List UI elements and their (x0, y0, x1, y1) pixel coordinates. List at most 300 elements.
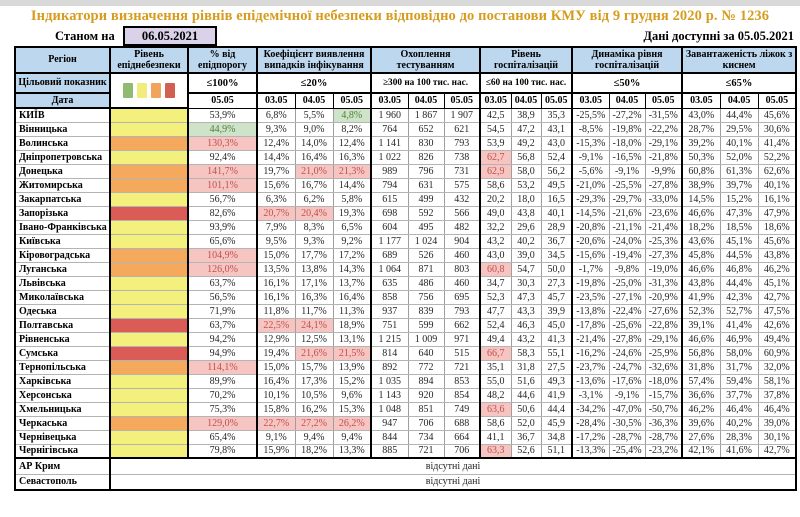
value-cell: 52,0% (720, 150, 758, 164)
value-cell: 19,4% (257, 346, 295, 360)
value-cell: -50,7% (645, 402, 682, 416)
value-cell: 45,9 (541, 416, 572, 430)
region-cell: Чернівецька (15, 430, 110, 444)
region-cell: Рівненська (15, 332, 110, 346)
value-cell: 6,5% (333, 220, 371, 234)
value-cell: 52,3 (480, 290, 511, 304)
value-cell: 47,3% (720, 206, 758, 220)
region-cell: Дніпропетровська (15, 150, 110, 164)
value-cell: -25,4% (609, 444, 645, 458)
value-cell: 141,7% (188, 164, 257, 178)
value-cell: 46,6% (682, 332, 720, 346)
value-cell: -47,0% (609, 402, 645, 416)
risk-level-cell (110, 108, 188, 122)
value-cell: 114,1% (188, 360, 257, 374)
value-cell: 94,9% (188, 346, 257, 360)
value-cell: 28,7% (682, 122, 720, 136)
value-cell: -30,5% (609, 416, 645, 430)
value-cell: 39,1% (682, 318, 720, 332)
value-cell: 58,0% (720, 346, 758, 360)
value-cell: 10,5% (295, 388, 333, 402)
value-cell: -19,4% (609, 248, 645, 262)
no-data-cell: відсутні дані (110, 474, 796, 490)
value-cell: 499 (408, 192, 444, 206)
value-cell: -21,0% (572, 178, 609, 192)
region-cell: КИЇВ (15, 108, 110, 122)
region-cell: Сумська (15, 346, 110, 360)
value-cell: 12,4% (333, 136, 371, 150)
region-cell: Запорізька (15, 206, 110, 220)
value-cell: -20,6% (572, 234, 609, 248)
value-cell: -27,8% (645, 178, 682, 192)
value-cell: -29,3% (572, 192, 609, 206)
value-cell: 70,2% (188, 388, 257, 402)
value-cell: 52,2% (758, 150, 796, 164)
page-title: Індикатори визначення рівнів епідемічної небезпеки відповідно до постанови КМУ від 9 грудня 2020 р. № 1236 (30, 8, 770, 24)
value-cell: 13,5% (257, 262, 295, 276)
value-cell: -14,5% (572, 206, 609, 220)
value-cell: 851 (408, 402, 444, 416)
value-cell: 721 (444, 360, 480, 374)
target-hosp: ≤60 на 100 тис. нас. (480, 73, 572, 93)
value-cell: 65,6% (188, 234, 257, 248)
value-cell: 41,9% (682, 290, 720, 304)
value-cell: 34,7 (480, 276, 511, 290)
region-cell: Черкаська (15, 416, 110, 430)
value-cell: 17,3% (295, 374, 333, 388)
risk-level-cell (110, 276, 188, 290)
value-cell: 45,0 (541, 318, 572, 332)
risk-level-cell (110, 192, 188, 206)
value-cell: 706 (408, 416, 444, 430)
value-cell: 104,9% (188, 248, 257, 262)
value-cell: 53,2 (511, 178, 541, 192)
value-cell: 698 (371, 206, 408, 220)
value-cell: 32,0% (758, 360, 796, 374)
value-cell: -25,6% (609, 318, 645, 332)
value-cell: 44,6 (511, 388, 541, 402)
value-cell: 94,2% (188, 332, 257, 346)
value-cell: 11,3% (333, 304, 371, 318)
risk-level-cell (110, 374, 188, 388)
value-cell: 43,8% (758, 248, 796, 262)
value-cell: -25,5% (609, 178, 645, 192)
value-cell: -24,6% (609, 346, 645, 360)
value-cell: 63,7% (188, 318, 257, 332)
value-cell: 495 (408, 220, 444, 234)
value-cell: 47,3 (511, 290, 541, 304)
value-cell: -19,8% (572, 276, 609, 290)
value-cell: 37,8% (758, 388, 796, 402)
table-row (15, 360, 796, 374)
value-cell: -20,9% (645, 290, 682, 304)
value-cell: 75,3% (188, 402, 257, 416)
value-cell: 35,3 (541, 108, 572, 122)
value-cell: 15,2% (333, 374, 371, 388)
value-cell: 904 (444, 234, 480, 248)
value-cell: 830 (408, 136, 444, 150)
risk-level-cell (110, 220, 188, 234)
value-cell: 947 (371, 416, 408, 430)
value-cell: 50,6 (511, 402, 541, 416)
value-cell: 63,6 (480, 402, 511, 416)
value-cell: 17,1% (295, 276, 333, 290)
risk-level-cell (110, 318, 188, 332)
value-cell: -23,5% (572, 290, 609, 304)
value-cell: 1 035 (371, 374, 408, 388)
region-cell: Тернопільська (15, 360, 110, 374)
value-cell: 604 (371, 220, 408, 234)
value-cell: 66,7 (480, 346, 511, 360)
region-cell: Хмельницька (15, 402, 110, 416)
value-cell: 37,7% (720, 388, 758, 402)
value-cell: 51,1 (541, 444, 572, 458)
value-cell: 45,6% (758, 234, 796, 248)
table-row (15, 234, 796, 248)
region-cell: Закарпатська (15, 192, 110, 206)
value-cell: 796 (408, 164, 444, 178)
value-cell: -22,2% (645, 122, 682, 136)
value-cell: 45,7 (541, 290, 572, 304)
date-cell: 03.05 (682, 93, 720, 108)
value-cell: 9,4% (333, 430, 371, 444)
value-cell: -21,6% (609, 206, 645, 220)
table-row (15, 262, 796, 276)
value-cell: 13,3% (333, 444, 371, 458)
value-cell: -15,7% (645, 388, 682, 402)
value-cell: 1 022 (371, 150, 408, 164)
risk-level-cell (110, 332, 188, 346)
group-header-oxygen-beds: Завантаженість ліжок з киснем (682, 47, 796, 73)
value-cell: -28,7% (609, 430, 645, 444)
value-cell: 52,7% (720, 304, 758, 318)
value-cell: -31,5% (645, 108, 682, 122)
table-row (15, 374, 796, 388)
target-testing: ≥300 на 100 тис. нас. (371, 73, 480, 93)
value-cell: 56,7% (188, 192, 257, 206)
table-row (15, 276, 796, 290)
group-header-pct: % від епідпорогу (188, 47, 257, 73)
value-cell: 12,4% (257, 136, 295, 150)
region-cell: Вінницька (15, 122, 110, 136)
value-cell: 18,9% (333, 318, 371, 332)
value-cell: 1 064 (371, 262, 408, 276)
value-cell: 58,3 (511, 346, 541, 360)
value-cell: 46,3 (511, 318, 541, 332)
value-cell: 24,1% (295, 318, 333, 332)
region-cell: Луганська (15, 262, 110, 276)
value-cell: 9,2% (333, 234, 371, 248)
value-cell: 16,7% (295, 178, 333, 192)
value-cell: 62,7 (480, 150, 511, 164)
value-cell: 8,3% (295, 220, 333, 234)
value-cell: 526 (408, 248, 444, 262)
table-row (15, 136, 796, 150)
value-cell: 36,6% (682, 388, 720, 402)
value-cell: 894 (408, 374, 444, 388)
value-cell: 21,3% (333, 164, 371, 178)
value-cell: -17,2% (572, 430, 609, 444)
value-cell: 30,3 (511, 276, 541, 290)
value-cell: 47,2 (511, 122, 541, 136)
region-cell: Донецька (15, 164, 110, 178)
value-cell: 45,1% (720, 234, 758, 248)
date-row-label: Дата (15, 93, 110, 108)
value-cell: 22,5% (257, 318, 295, 332)
value-cell: 28,3% (720, 430, 758, 444)
table-row (15, 178, 796, 192)
value-cell: 56,8 (511, 150, 541, 164)
value-cell: 45,8% (682, 248, 720, 262)
value-cell: 1 867 (408, 108, 444, 122)
value-cell: 16,1% (257, 290, 295, 304)
value-cell: 41,9 (541, 388, 572, 402)
value-cell: 9,3% (295, 234, 333, 248)
value-cell: 839 (408, 304, 444, 318)
value-cell: 56,5% (188, 290, 257, 304)
value-cell: -23,6% (645, 206, 682, 220)
value-cell: 814 (371, 346, 408, 360)
value-cell: -13,6% (572, 374, 609, 388)
risk-level-cell (110, 416, 188, 430)
table-row (15, 388, 796, 402)
value-cell: -15,6% (572, 248, 609, 262)
value-cell: 44,4 (541, 402, 572, 416)
value-cell: 42,1% (682, 444, 720, 458)
value-cell: -15,3% (572, 136, 609, 150)
value-cell: 749 (444, 402, 480, 416)
value-cell: 15,9% (257, 444, 295, 458)
value-cell: -21,4% (645, 220, 682, 234)
value-cell: 35,1 (480, 360, 511, 374)
value-cell: 1 141 (371, 136, 408, 150)
value-cell: -22,8% (645, 318, 682, 332)
value-cell: 20,4% (295, 206, 333, 220)
value-cell: 29,5% (720, 122, 758, 136)
value-cell: 27,6% (682, 430, 720, 444)
date-cell: 05.05 (333, 93, 371, 108)
table-row (15, 402, 796, 416)
value-cell: 43,8% (682, 276, 720, 290)
value-cell: 688 (444, 416, 480, 430)
value-cell: 42,5 (480, 108, 511, 122)
region-cell: Житомирська (15, 178, 110, 192)
value-cell: 47,5% (758, 304, 796, 318)
value-cell: 20,7% (257, 206, 295, 220)
value-cell: -29,7% (609, 192, 645, 206)
value-cell: 989 (371, 164, 408, 178)
value-cell: 16,4% (333, 290, 371, 304)
value-cell: -27,3% (645, 248, 682, 262)
value-cell: 43,6% (682, 234, 720, 248)
value-cell: 52,0 (511, 416, 541, 430)
risk-level-cell (110, 150, 188, 164)
date-cell: 04.05 (295, 93, 333, 108)
value-cell: -36,3% (645, 416, 682, 430)
value-cell: 575 (444, 178, 480, 192)
value-cell: 53,9% (188, 108, 257, 122)
value-cell: 46,6% (682, 262, 720, 276)
value-cell: 592 (408, 206, 444, 220)
value-cell: 62,9 (480, 164, 511, 178)
value-cell: 14,4% (333, 178, 371, 192)
group-header-hosp-dynamics: Динаміка рівня госпіталізацій (572, 47, 682, 73)
value-cell: 41,3 (541, 332, 572, 346)
value-cell: 1 009 (408, 332, 444, 346)
value-cell: 621 (444, 122, 480, 136)
table-row (15, 164, 796, 178)
value-cell: 22,7% (257, 416, 295, 430)
value-cell: 27,5 (541, 360, 572, 374)
risk-level-cell (110, 360, 188, 374)
value-cell: 39,9 (541, 304, 572, 318)
value-cell: 432 (444, 192, 480, 206)
value-cell: 34,8 (541, 430, 572, 444)
value-cell: 14,5% (682, 192, 720, 206)
value-cell: 46,2% (758, 262, 796, 276)
value-cell: 55,0 (480, 374, 511, 388)
value-cell: 28,9 (541, 220, 572, 234)
value-cell: 16,1% (257, 276, 295, 290)
target-oxygen-beds: ≤65% (682, 73, 796, 93)
value-cell: 34,5 (541, 248, 572, 262)
value-cell: -27,6% (645, 304, 682, 318)
value-cell: -18,0% (645, 374, 682, 388)
as-of-label: Станом на (55, 29, 115, 43)
value-cell: 36,7 (511, 430, 541, 444)
risk-level-swatch (137, 83, 147, 98)
risk-level-swatch (165, 83, 175, 98)
value-cell: 892 (371, 360, 408, 374)
table-row (15, 416, 796, 430)
table-row (15, 430, 796, 444)
date-cell: 04.05 (408, 93, 444, 108)
risk-level-cell (110, 136, 188, 150)
value-cell: 43,0 (480, 248, 511, 262)
value-cell: 6,8% (257, 108, 295, 122)
value-cell: 12,9% (257, 332, 295, 346)
value-cell: 51,6 (511, 374, 541, 388)
region-cell: Кіровоградська (15, 248, 110, 262)
value-cell: 31,8% (682, 360, 720, 374)
value-cell: 54,7 (511, 262, 541, 276)
region-cell: Харківська (15, 374, 110, 388)
value-cell: -9,8% (609, 262, 645, 276)
value-cell: 89,9% (188, 374, 257, 388)
date-cell: 05.05 (188, 93, 257, 108)
value-cell: 56,2 (541, 164, 572, 178)
value-cell: 9,4% (295, 430, 333, 444)
value-cell: 662 (444, 318, 480, 332)
value-cell: 16,3% (295, 290, 333, 304)
data-available-label: Дані доступні за 05.05.2021 (643, 29, 794, 43)
value-cell: -21,1% (609, 220, 645, 234)
value-cell: -27,8% (609, 332, 645, 346)
value-cell: -32,6% (645, 360, 682, 374)
table-row (15, 474, 796, 490)
value-cell: 4,8% (333, 108, 371, 122)
date-cell: 05.05 (645, 93, 682, 108)
value-cell: 30,6% (758, 122, 796, 136)
value-cell: 13,8% (295, 262, 333, 276)
risk-level-cell (110, 388, 188, 402)
value-cell: 52,3% (682, 304, 720, 318)
value-cell: 18,0 (511, 192, 541, 206)
value-cell: -20,8% (572, 220, 609, 234)
value-cell: 43,8 (511, 206, 541, 220)
value-cell: 15,2% (720, 192, 758, 206)
value-cell: 52,6 (511, 444, 541, 458)
value-cell: -34,2% (572, 402, 609, 416)
value-cell: 49,3 (541, 374, 572, 388)
value-cell: 49,5 (541, 178, 572, 192)
risk-level-cell (110, 346, 188, 360)
value-cell: 18,2% (295, 444, 333, 458)
value-cell: 58,0 (511, 164, 541, 178)
value-cell: 640 (408, 346, 444, 360)
value-cell: 30,1% (758, 430, 796, 444)
value-cell: 40,1% (720, 136, 758, 150)
value-cell: 721 (408, 444, 444, 458)
value-cell: 13,1% (333, 332, 371, 346)
value-cell: 6,3% (257, 192, 295, 206)
value-cell: 14,0% (295, 136, 333, 150)
value-cell: 794 (371, 178, 408, 192)
value-cell: -31,3% (645, 276, 682, 290)
risk-level-cell (110, 262, 188, 276)
table-row (15, 458, 796, 474)
header-row-groups (15, 47, 796, 73)
value-cell: 41,4% (758, 136, 796, 150)
table-row (15, 150, 796, 164)
value-cell: 9,1% (257, 430, 295, 444)
date-cell: 03.05 (371, 93, 408, 108)
risk-level-cell (110, 178, 188, 192)
risk-level-cell (110, 248, 188, 262)
value-cell: -24,0% (609, 234, 645, 248)
table-row (15, 290, 796, 304)
value-cell: 7,9% (257, 220, 295, 234)
value-cell: 27,2% (295, 416, 333, 430)
value-cell: 44,5% (720, 248, 758, 262)
value-cell: 57,4% (682, 374, 720, 388)
value-cell: 12,5% (295, 332, 333, 346)
target-coef: ≤20% (257, 73, 371, 93)
value-cell: 6,2% (295, 192, 333, 206)
value-cell: 17,2% (333, 248, 371, 262)
value-cell: 32,2 (480, 220, 511, 234)
value-cell: 460 (444, 276, 480, 290)
group-header-hosp: Рівень госпіталізацій (480, 47, 572, 73)
value-cell: -23,2% (645, 444, 682, 458)
value-cell: 16,1% (758, 192, 796, 206)
region-cell: Львівська (15, 276, 110, 290)
no-data-cell: відсутні дані (110, 458, 796, 474)
value-cell: 482 (444, 220, 480, 234)
value-cell: 56,8% (682, 346, 720, 360)
value-cell: 63,3 (480, 444, 511, 458)
value-cell: 58,6 (480, 178, 511, 192)
value-cell: 43,3 (511, 304, 541, 318)
risk-level-cell (110, 304, 188, 318)
value-cell: 14,3% (333, 262, 371, 276)
value-cell: 15,8% (257, 402, 295, 416)
date-cell: 03.05 (572, 93, 609, 108)
value-cell: -33,0% (645, 192, 682, 206)
target-hosp-dynamics: ≤50% (572, 73, 682, 93)
value-cell: 15,3% (333, 402, 371, 416)
region-cell: Полтавська (15, 318, 110, 332)
